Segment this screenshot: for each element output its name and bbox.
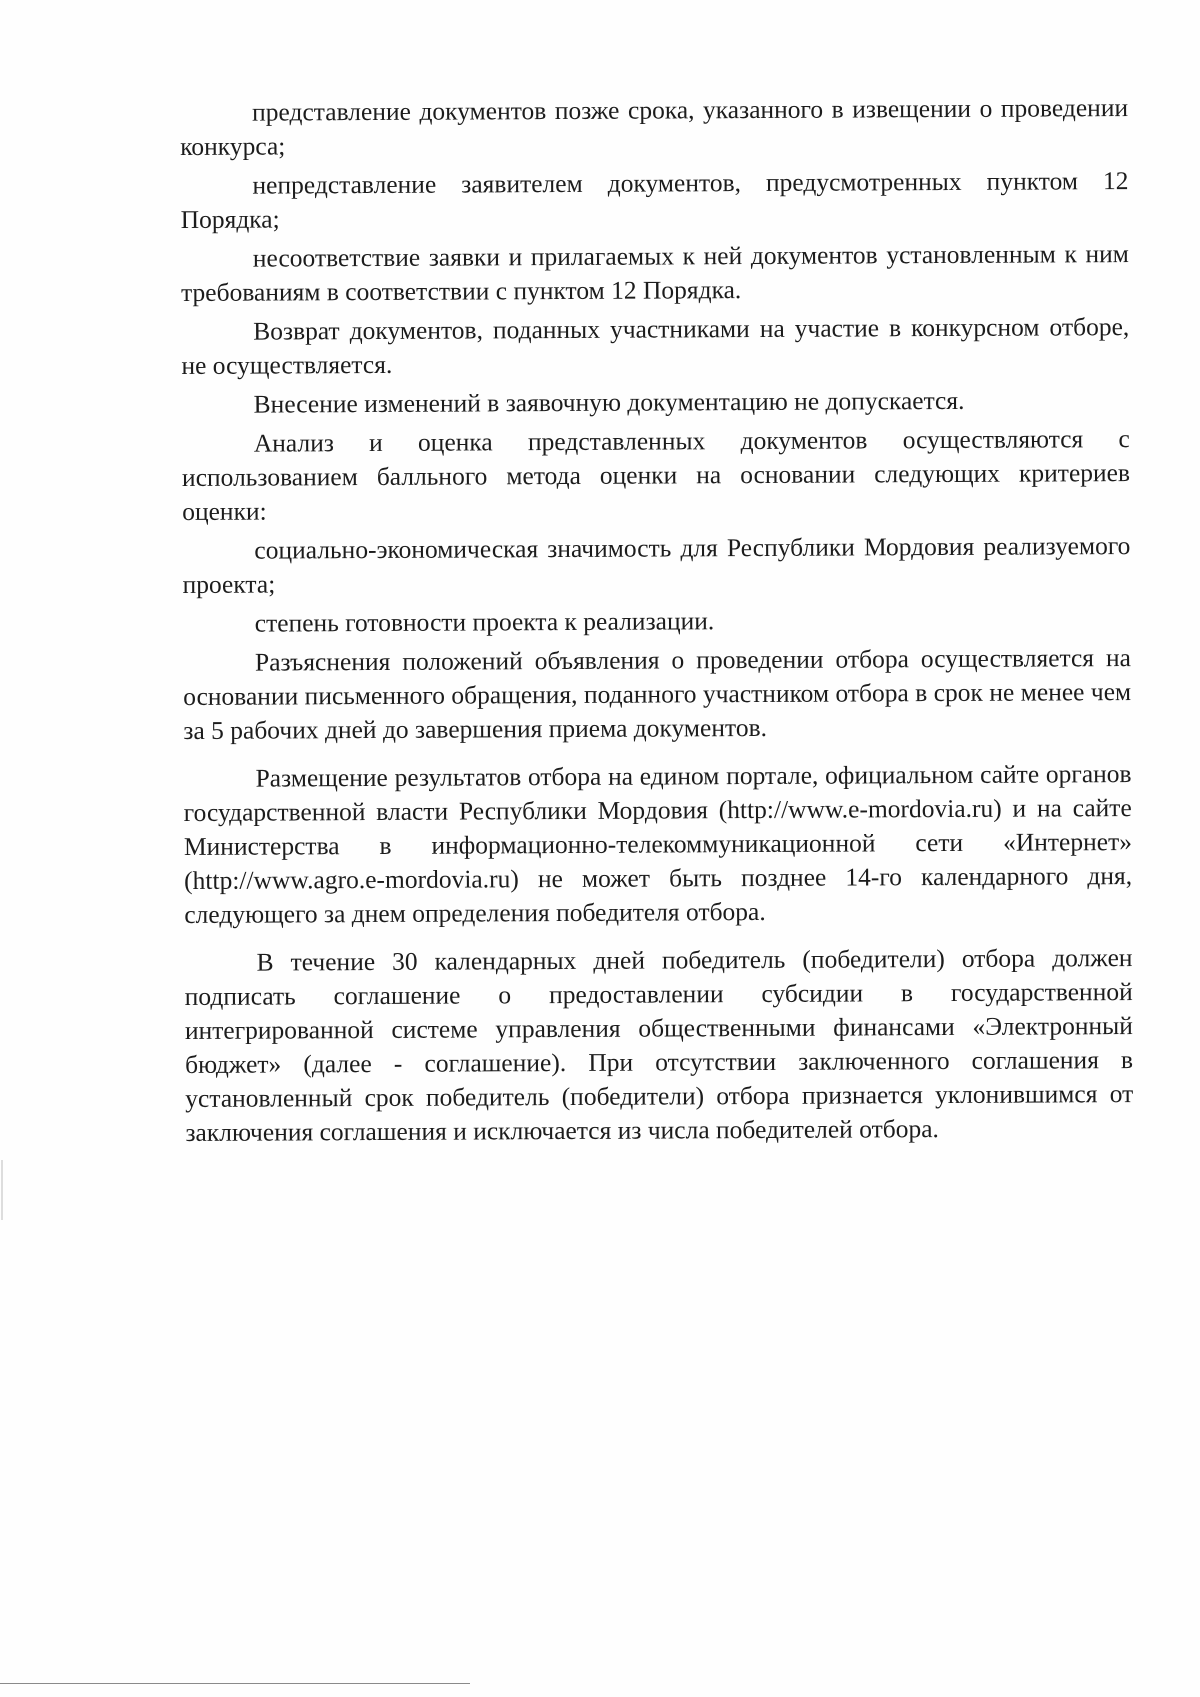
paragraph-results-publication: Размещение результатов отбора на едином портале, официальном сайте органов государственной власти Республики Мордовия (http://www.e-mordovia.ru) и на сайте Министерства в информационно-телекоммуникационной сети «Интернет» (http://www.agro.e-mordovia.ru) не может быть позднее 14-го календарного дня, следующего за днем определения победителя отбора. <box>183 759 1133 929</box>
paragraph-no-return: Возврат документов, поданных участниками на участие в конкурсном отборе, не осуществляется. <box>181 312 1130 380</box>
paragraph-criterion-readiness: степень готовности проекта к реализации. <box>254 606 715 638</box>
paragraph-no-changes: Внесение изменений в заявочную документацию не допускается. <box>253 385 965 419</box>
paragraph-late-submission: представление документов позже срока, указанного в извещении о проведении конкурса; <box>180 93 1129 161</box>
paragraph-clarifications: Разъяснения положений объявления о проведении отбора осуществляется на основании письменного обращения, поданного участником отбора в срок не менее чем за 5 рабочих дней до завершения приема документов. <box>183 643 1132 745</box>
paragraph-criterion-significance: социально-экономическая значимость для Республики Мордовия реализуемого проекта; <box>182 531 1131 599</box>
paragraph-agreement-signing: В течение 30 календарных дней победитель (победители) отбора должен подписать соглашение о предоставлении субсидии в государственной интегрированной системе управления общественными финансами «Электронный бюджет» (далее - соглашение). При отсутствии заключенного соглашения в установленный срок победитель (победители) отбора признается уклонившимся от заключения соглашения и исключается из числа победителей отбора. <box>184 943 1134 1147</box>
paragraph-evaluation-method: Анализ и оценка представленных документов осуществляются с использованием балльного метода оценки на основании следующих критериев оценки: <box>181 424 1131 526</box>
scan-bottom-rule <box>0 1683 470 1684</box>
paragraph-missing-documents: непредставление заявителем документов, предусмотренных пунктом 12 Порядка; <box>180 166 1129 234</box>
paragraph-nonconformity: несоответствие заявки и прилагаемых к ней документов установленным к ним требованиям в соответствии с пунктом 12 Порядка. <box>180 239 1129 307</box>
scan-edge-mark <box>1 1160 3 1220</box>
document-body <box>180 91 1134 1155</box>
